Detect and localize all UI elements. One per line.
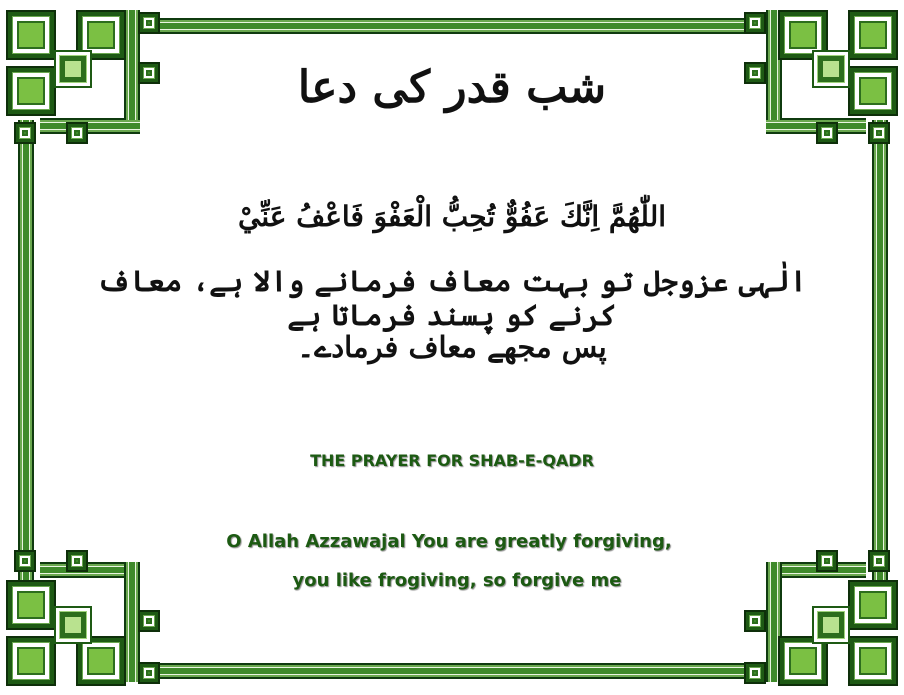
corner-ornament-small	[816, 122, 838, 144]
corner-ornament-small	[868, 122, 890, 144]
english-translation-line-2: you like frogiving, so forgive me	[292, 570, 622, 591]
corner-ornament-center	[812, 606, 850, 644]
corner-ornament-small	[744, 662, 766, 684]
corner-ornament-small	[138, 610, 160, 632]
corner-ornament-small	[868, 550, 890, 572]
corner-ornament-center	[54, 606, 92, 644]
frame-top-bar-inner-left	[40, 118, 140, 134]
corner-ornament-small	[14, 122, 36, 144]
corner-ornament-square	[6, 10, 56, 60]
corner-ornament-small	[66, 550, 88, 572]
corner-ornament-small	[744, 610, 766, 632]
urdu-translation-line-1: الٰہی عزوجل تو بہت معاف فرمانے والا ہے، معاف کرنے کو پسند فرماتا ہے	[97, 264, 807, 332]
corner-ornament-small	[138, 12, 160, 34]
corner-ornament-small	[744, 12, 766, 34]
english-heading: THE PRAYER FOR SHAB-E-QADR	[310, 451, 594, 470]
corner-ornament-small	[14, 550, 36, 572]
corner-ornament-square	[848, 636, 898, 686]
urdu-title: شب قدر کی دعا	[297, 62, 607, 113]
english-translation-line-1: O Allah Azzawajal You are greatly forgiving,	[226, 531, 672, 552]
urdu-translation-line-2: پس مجھے معاف فرمادے۔	[297, 330, 607, 364]
corner-ornament-square	[6, 636, 56, 686]
frame-left-bar	[18, 120, 34, 580]
corner-ornament-small	[66, 122, 88, 144]
frame-bottom-bar	[130, 663, 774, 679]
corner-ornament-small	[138, 662, 160, 684]
corner-ornament-small	[816, 550, 838, 572]
frame-right-bar	[872, 120, 888, 580]
arabic-dua: اللّٰهُمَّ اِنَّكَ عَفُوٌّ تُحِبُّ الْعَفْوَ فَاعْفُ عَنِّيْ	[237, 200, 667, 233]
corner-ornament-square	[848, 10, 898, 60]
frame-top-bar	[130, 18, 774, 34]
